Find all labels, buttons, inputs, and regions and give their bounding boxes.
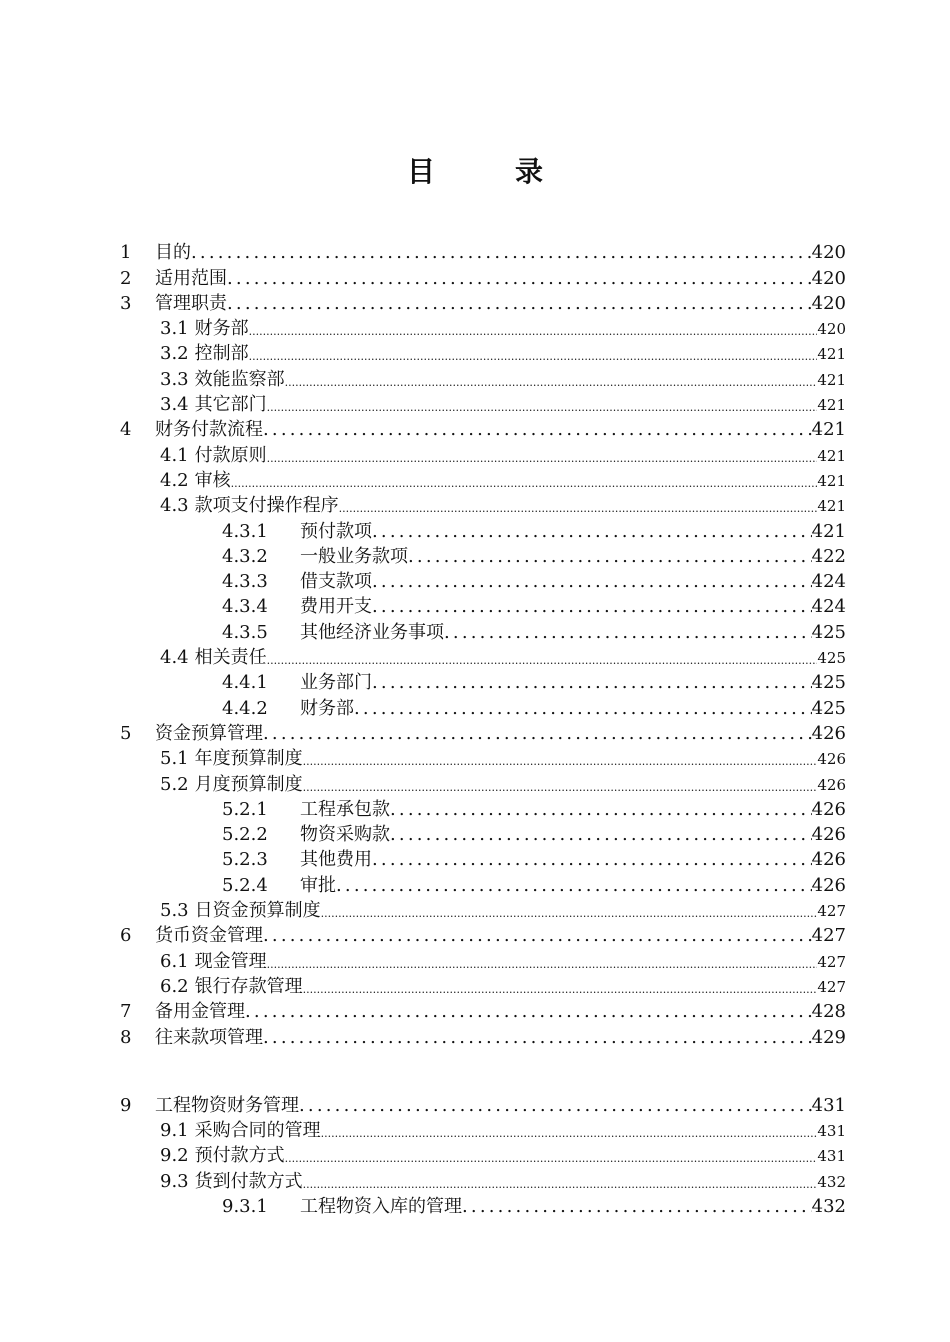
toc-entry-page: 424 (811, 571, 846, 593)
toc-entry[interactable] (118, 922, 846, 947)
toc-leader-dots (462, 1196, 812, 1218)
toc-entry[interactable] (118, 416, 846, 441)
toc-entry-title: 备用金管理 (155, 1001, 245, 1023)
toc-leader-dots (263, 1027, 812, 1049)
toc-entry[interactable] (118, 770, 846, 795)
toc-entry[interactable] (118, 441, 846, 466)
toc-entry-page: 426 (811, 874, 846, 896)
toc-entry-title: 财务部 (300, 697, 354, 719)
toc-entry-page: 426 (811, 824, 846, 846)
toc-leader-dots (267, 957, 818, 973)
toc-entry[interactable] (118, 947, 846, 972)
toc-entry-page: 425 (811, 697, 846, 719)
toc-entry-title: 财务付款流程 (155, 419, 263, 441)
toc-entry[interactable] (118, 998, 846, 1023)
toc-entry[interactable] (118, 391, 846, 416)
toc-entry-page: 426 (811, 798, 846, 820)
toc-entry-number: 5.2.3 (222, 849, 268, 871)
toc-entry-title: 效能监察部 (194, 368, 285, 390)
toc-entry-page: 421 (817, 396, 846, 415)
toc-entry-page: 426 (811, 849, 846, 871)
toc-entry-page: 428 (811, 1001, 846, 1023)
toc-entry-title: 工程承包款 (300, 798, 390, 820)
toc-leader-dots (303, 1177, 818, 1193)
toc-entry-page: 422 (811, 545, 846, 567)
toc-entry-number: 4.3.3 (222, 571, 268, 593)
toc-entry-number: 9.3.1 (222, 1195, 268, 1217)
toc-entry[interactable] (118, 669, 846, 694)
toc-entry-number: 6 (120, 925, 132, 947)
toc-leader-dots (372, 596, 812, 618)
toc-entry[interactable] (118, 290, 846, 315)
toc-entry-page: 427 (817, 902, 846, 921)
toc-entry-title: 相关责任 (194, 647, 267, 669)
toc-entry-number: 5 (120, 722, 132, 744)
toc-entry-title: 货到付款方式 (194, 1170, 303, 1192)
table-of-contents (118, 239, 846, 1218)
toc-entry-number: 5.3 (160, 900, 189, 922)
toc-entry-page: 420 (811, 292, 846, 314)
toc-entry-page: 429 (811, 1026, 846, 1048)
toc-entry[interactable] (118, 871, 846, 896)
toc-leader-dots (372, 571, 812, 593)
toc-leader-dots (303, 982, 818, 998)
toc-entry-title: 管理职责 (155, 292, 227, 314)
toc-entry-page: 426 (817, 750, 846, 769)
toc-entry[interactable] (118, 467, 846, 492)
toc-leader-dots (354, 698, 812, 720)
toc-entry-page: 427 (817, 977, 846, 996)
toc-entry-page: 421 (817, 446, 846, 465)
toc-leader-dots (227, 268, 812, 290)
toc-entry-page: 421 (817, 471, 846, 490)
toc-entry-page: 424 (811, 596, 846, 618)
toc-leader-dots (249, 349, 818, 365)
toc-entry-title: 现金管理 (194, 950, 267, 972)
toc-entry-number: 3 (120, 292, 132, 314)
toc-entry-page: 431 (811, 1094, 846, 1116)
toc-entry-number: 4.3.4 (222, 596, 268, 618)
toc-entry-number: 6.2 (160, 975, 189, 997)
toc-entry-title: 采购合同的管理 (194, 1120, 321, 1142)
toc-entry-page: 421 (811, 419, 846, 441)
toc-leader-dots (372, 672, 812, 694)
toc-leader-dots (263, 419, 812, 441)
toc-entry-title: 目的 (155, 242, 191, 264)
toc-leader-dots (249, 324, 818, 340)
toc-entry-page: 425 (811, 672, 846, 694)
toc-entry-page: 426 (817, 775, 846, 794)
toc-entry-title: 适用范围 (155, 267, 227, 289)
toc-entry-title: 其它部门 (194, 394, 267, 416)
toc-entry[interactable] (118, 973, 846, 998)
toc-entry[interactable] (118, 821, 846, 846)
toc-entry-number: 9.2 (160, 1145, 189, 1167)
toc-entry[interactable] (118, 1193, 846, 1218)
toc-entry[interactable] (118, 492, 846, 517)
toc-entry-title: 款项支付操作程序 (194, 495, 339, 517)
toc-entry-page: 420 (811, 267, 846, 289)
toc-entry-number: 5.1 (160, 748, 189, 770)
toc-entry-number: 4.4.1 (222, 672, 268, 694)
toc-entry-page: 425 (811, 621, 846, 643)
toc-entry[interactable] (118, 239, 846, 264)
toc-leader-dots (321, 1126, 818, 1142)
toc-entry-title: 审批 (300, 874, 336, 896)
toc-entry-page: 421 (817, 370, 846, 389)
toc-entry-title: 业务部门 (300, 672, 372, 694)
toc-entry-title: 审核 (194, 469, 231, 491)
toc-entry[interactable] (118, 568, 846, 593)
toc-entry-page: 426 (811, 722, 846, 744)
toc-entry-title: 工程物资财务管理 (155, 1094, 299, 1116)
toc-entry[interactable] (118, 315, 846, 340)
toc-entry-title: 控制部 (194, 343, 249, 365)
toc-entry-number: 3.1 (160, 318, 189, 340)
toc-entry[interactable] (118, 694, 846, 719)
toc-entry-number: 4.3.2 (222, 545, 268, 567)
toc-entry-number: 4.1 (160, 444, 189, 466)
toc-entry-title: 其他经济业务事项 (300, 621, 444, 643)
toc-leader-dots (267, 400, 818, 416)
toc-entry-number: 3.4 (160, 394, 189, 416)
toc-entry-title: 预付款项 (300, 520, 372, 542)
toc-leader-dots (227, 293, 812, 315)
toc-title: 目 录 (406, 155, 569, 188)
toc-leader-dots (267, 653, 818, 669)
toc-entry-number: 9.3 (160, 1170, 189, 1192)
toc-leader-dots (372, 849, 812, 871)
toc-entry-title: 银行存款管理 (194, 975, 303, 997)
toc-entry-title: 物资采购款 (300, 824, 390, 846)
toc-entry[interactable] (118, 340, 846, 365)
toc-leader-dots (245, 1001, 812, 1023)
toc-entry[interactable] (118, 644, 846, 669)
toc-leader-dots (267, 451, 818, 467)
toc-leader-dots (372, 521, 812, 543)
toc-leader-dots (408, 546, 812, 568)
toc-entry-number: 8 (120, 1026, 132, 1048)
toc-entry-title: 月度预算制度 (194, 773, 303, 795)
toc-leader-dots (321, 906, 818, 922)
toc-entry-number: 9.1 (160, 1120, 189, 1142)
toc-entry-number: 3.2 (160, 343, 189, 365)
toc-entry[interactable] (118, 897, 846, 922)
toc-entry-title: 往来款项管理 (155, 1026, 263, 1048)
toc-entry-number: 4 (120, 419, 132, 441)
toc-entry-title: 年度预算制度 (194, 748, 303, 770)
toc-entry-number: 4.3.1 (222, 520, 268, 542)
toc-entry-page: 427 (817, 952, 846, 971)
toc-leader-dots (390, 824, 812, 846)
toc-entry[interactable] (118, 745, 846, 770)
toc-entry-title: 财务部 (194, 318, 249, 340)
toc-entry-number: 7 (120, 1001, 132, 1023)
toc-entry-number: 5.2.1 (222, 798, 268, 820)
toc-entry[interactable] (118, 796, 846, 821)
toc-entry-page: 421 (817, 497, 846, 516)
toc-entry[interactable] (118, 264, 846, 289)
toc-leader-dots (285, 1151, 818, 1167)
toc-entry-title: 费用开支 (300, 596, 372, 618)
toc-entry[interactable] (118, 1142, 846, 1167)
toc-entry[interactable] (118, 846, 846, 871)
toc-entry[interactable] (118, 618, 846, 643)
toc-entry-page: 420 (811, 242, 846, 264)
toc-entry-title: 预付款方式 (194, 1145, 285, 1167)
toc-entry[interactable] (118, 1167, 846, 1192)
toc-entry-page: 427 (811, 925, 846, 947)
toc-entry[interactable] (118, 517, 846, 542)
toc-entry-title: 其他费用 (300, 849, 372, 871)
toc-leader-dots (390, 799, 812, 821)
toc-entry-page: 420 (817, 320, 846, 339)
toc-leader-dots (444, 622, 812, 644)
toc-entry-title: 一般业务款项 (300, 545, 408, 567)
toc-entry[interactable] (118, 365, 846, 390)
toc-entry-number: 4.4 (160, 647, 189, 669)
toc-leader-dots (303, 780, 818, 796)
toc-leader-dots (303, 754, 818, 770)
toc-leader-dots (263, 925, 812, 947)
toc-entry-number: 1 (120, 242, 132, 264)
toc-entry-page: 432 (817, 1172, 846, 1191)
toc-entry[interactable] (118, 1117, 846, 1142)
toc-entry-page: 432 (811, 1195, 846, 1217)
toc-leader-dots (231, 476, 818, 492)
toc-entry-title: 付款原则 (194, 444, 267, 466)
toc-entry-page: 421 (817, 345, 846, 364)
toc-entry[interactable] (118, 593, 846, 618)
toc-entry-number: 5.2 (160, 773, 189, 795)
toc-entry[interactable] (118, 543, 846, 568)
toc-entry-number: 4.3 (160, 495, 189, 517)
toc-entry-number: 9 (120, 1094, 132, 1116)
toc-entry-title: 借支款项 (300, 571, 372, 593)
toc-leader-dots (336, 875, 812, 897)
toc-entry[interactable] (118, 1023, 846, 1048)
toc-entry-page: 431 (817, 1122, 846, 1141)
toc-leader-dots (339, 501, 818, 517)
toc-entry-number: 4.2 (160, 469, 189, 491)
toc-entry-title: 工程物资入库的管理 (300, 1195, 462, 1217)
toc-entry-number: 6.1 (160, 950, 189, 972)
toc-entry-page: 421 (811, 520, 846, 542)
toc-leader-dots (285, 375, 818, 391)
toc-entry-number: 5.2.4 (222, 874, 268, 896)
toc-leader-dots (263, 723, 812, 745)
toc-entry-page: 425 (817, 649, 846, 668)
toc-entry-number: 3.3 (160, 368, 189, 390)
toc-leader-dots (299, 1095, 812, 1117)
toc-entry-number: 5.2.2 (222, 824, 268, 846)
toc-entry-number: 4.4.2 (222, 697, 268, 719)
toc-entry-number: 4.3.5 (222, 621, 268, 643)
toc-entry-number: 2 (120, 267, 132, 289)
toc-entry-title: 货币资金管理 (155, 925, 263, 947)
toc-entry[interactable] (118, 1092, 846, 1117)
toc-entry-title: 资金预算管理 (155, 722, 263, 744)
toc-entry[interactable] (118, 720, 846, 745)
toc-entry-page: 431 (817, 1147, 846, 1166)
toc-leader-dots (191, 242, 812, 264)
toc-entry-title: 日资金预算制度 (194, 900, 321, 922)
